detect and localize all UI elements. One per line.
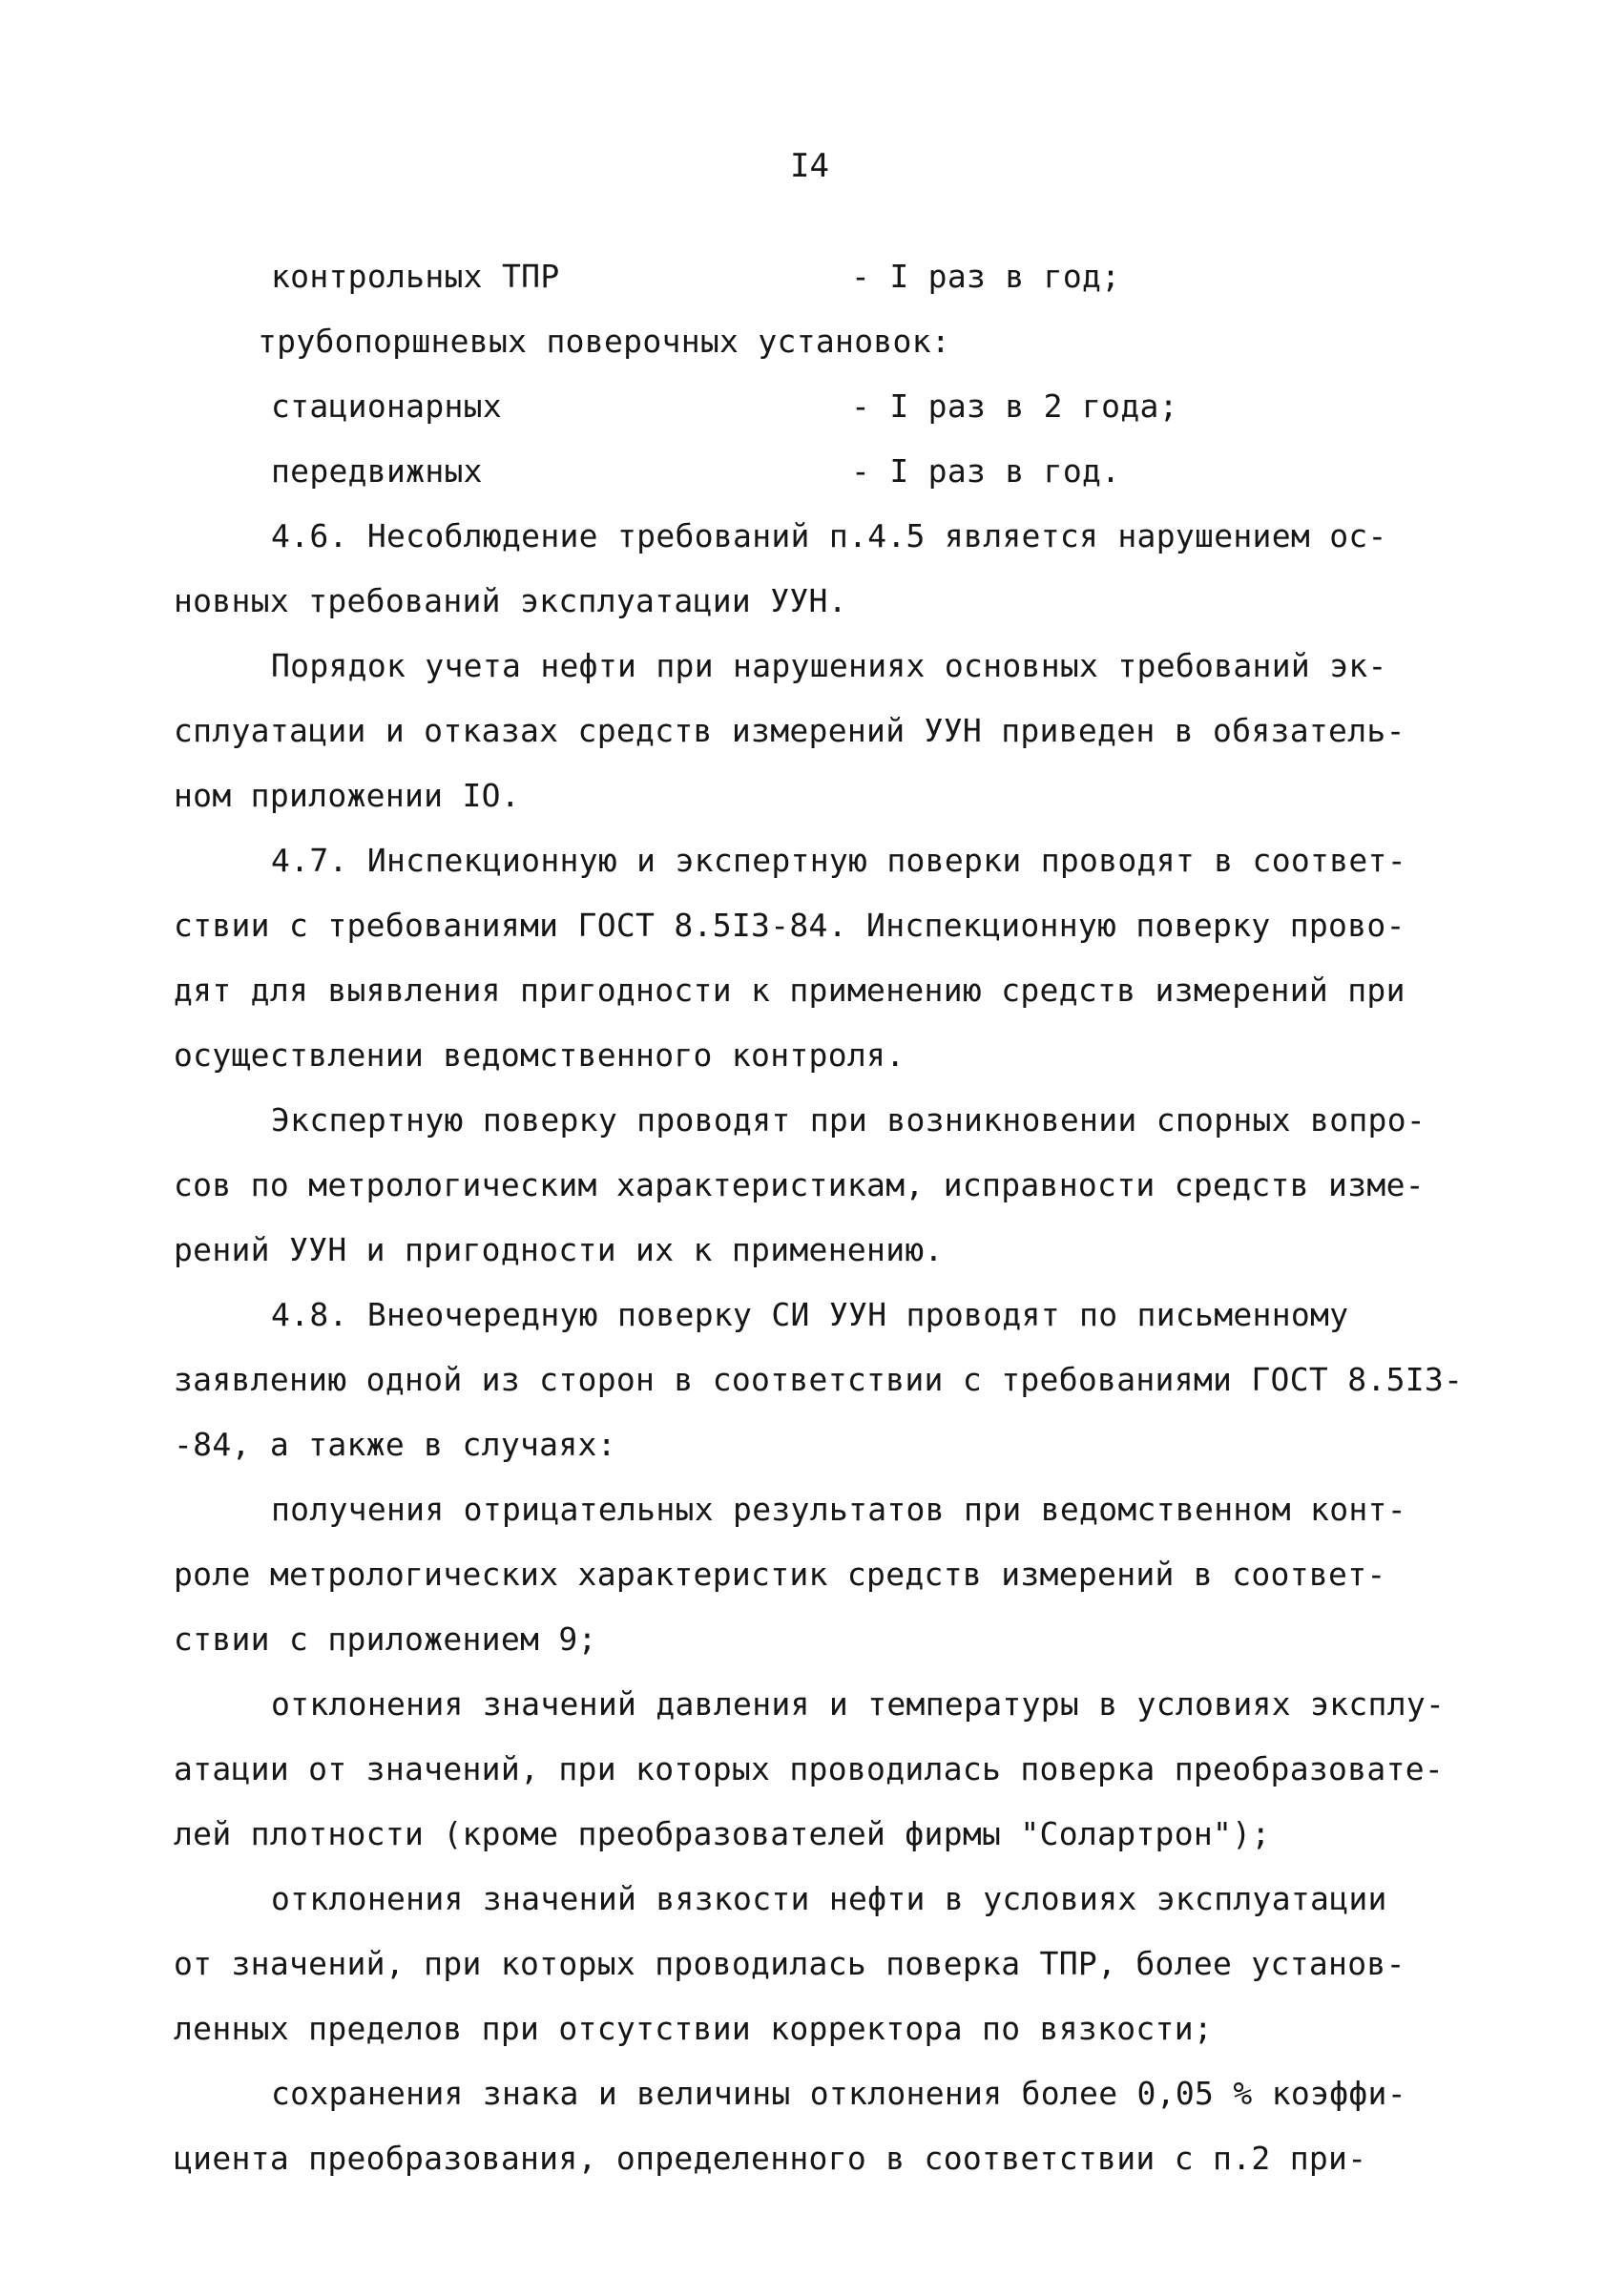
paragraph-line: 4.7. Инспекционную и экспертную поверки проводят в соответ- — [271, 842, 1406, 879]
paragraph-line: ном приложении IO. — [174, 777, 521, 814]
paragraph-line: от значений, при которых проводилась поверка ТПР, более установ- — [174, 1945, 1405, 1982]
paragraph-line: осуществлении ведомственного контроля. — [174, 1036, 906, 1074]
paragraph-line: роле метрологических характеристик средств измерений в соответ- — [174, 1556, 1386, 1593]
paragraph-line: циента преобразования, определенного в соответствии с п.2 при- — [174, 2140, 1367, 2177]
paragraph-line: сохранения знака и величины отклонения более 0,05 % коэффи- — [271, 2075, 1406, 2112]
paragraph-line: 4.8. Внеочередную поверку СИ УУН проводят по письменному — [271, 1296, 1349, 1333]
paragraph-line: рений УУН и пригодности их к применению. — [174, 1231, 944, 1268]
paragraph-line: лей плотности (кроме преобразователей фирмы "Солартрон"); — [174, 1815, 1271, 1852]
paragraph-line: отклонения значений давления и температуры в условиях эксплу- — [271, 1685, 1446, 1723]
list-item-label: передвижных — [271, 452, 483, 490]
paragraph-line: дят для выявления пригодности к применению средств измерений при — [174, 972, 1405, 1009]
page-number: I4 — [790, 147, 829, 185]
paragraph-line: Порядок учета нефти при нарушениях основных требований эк- — [271, 647, 1387, 684]
paragraph-line: новных требований эксплуатации УУН. — [174, 582, 847, 619]
paragraph-line: сов по метрологическим характеристикам, исправности средств изме- — [174, 1166, 1425, 1203]
paragraph-line: ленных пределов при отсутствии корректора по вязкости; — [174, 2010, 1214, 2047]
paragraph-line: отклонения значений вязкости нефти в условиях эксплуатации — [271, 1880, 1387, 1917]
list-item-value: - I раз в год; — [851, 258, 1121, 295]
paragraph-line: ствии с приложением 9; — [174, 1620, 597, 1658]
list-item-label: контрольных ТПР — [271, 258, 560, 295]
paragraph-line: атации от значений, при которых проводилась поверка преобразовате- — [174, 1750, 1445, 1787]
list-item-value: - I раз в год. — [851, 452, 1121, 490]
paragraph-line: ствии с требованиями ГОСТ 8.5I3-84. Инспекционную поверку прово- — [174, 907, 1405, 944]
paragraph-line: заявлению одной из сторон в соответствии с требованиями ГОСТ 8.5I3- — [174, 1361, 1464, 1398]
paragraph-line: получения отрицательных результатов при ведомственном конт- — [271, 1491, 1406, 1528]
list-item-label: стационарных — [271, 387, 503, 425]
list-heading: трубопоршневых поверочных установок: — [258, 323, 951, 360]
paragraph-line: -84, а также в случаях: — [174, 1426, 616, 1463]
paragraph-line: сплуатации и отказах средств измерений УУН приведен в обязатель- — [174, 712, 1405, 749]
paragraph-line: 4.6. Несоблюдение требований п.4.5 является нарушением ос- — [271, 517, 1387, 554]
list-item-value: - I раз в 2 года; — [851, 387, 1178, 425]
paragraph-line: Экспертную поверку проводят при возникновении спорных вопро- — [271, 1101, 1426, 1139]
